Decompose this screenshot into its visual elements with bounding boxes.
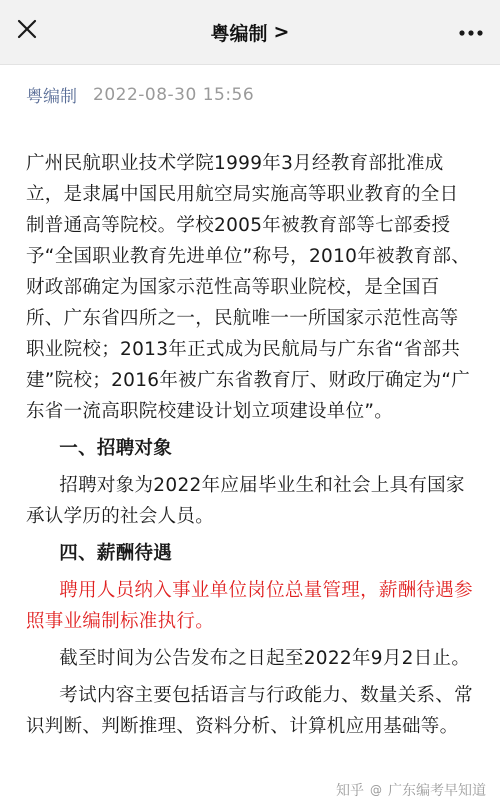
chevron-right-icon: >: [273, 21, 290, 43]
watermark-separator: @: [370, 783, 382, 797]
watermark-author: 广东编考早知道: [388, 783, 486, 799]
nav-title: 粤编制: [210, 22, 268, 45]
paragraph-deadline: 截至时间为公告发布之日起至2022年9月2日止。: [59, 648, 471, 669]
account-title-link[interactable]: [211, 19, 290, 46]
watermark: [336, 780, 486, 800]
paragraph-exam-content: 考试内容主要包括语言与行政能力、数量关系、常识判断、判断推理、资料分析、计算机应用基础等。: [26, 685, 473, 737]
watermark-site: 知乎: [336, 783, 364, 799]
paragraph-salary: 聘用人员纳入事业单位岗位总量管理，薪酬待遇参照事业编制标准执行。: [26, 580, 473, 632]
heading-salary: 四、薪酬待遇: [59, 543, 173, 564]
close-icon: [16, 18, 38, 44]
account-name-link[interactable]: 粤编制: [26, 87, 77, 107]
top-nav-bar: [0, 0, 500, 65]
more-dots-icon: [458, 22, 484, 41]
close-button[interactable]: [12, 16, 42, 46]
more-button[interactable]: [456, 16, 486, 46]
paragraph-intro: 广州民航职业技术学院1999年3月经教育部批准成立，是隶属中国民用航空局实施高等职业教育的全日制普通高等院校。学校2005年被教育部等七部委授予“全国职业教育先进单位”称号，2010年被教育部、财政部确定为国家示范性高等职业院校，是全国百所、广东省四所之一，民航唯一一所国家示范性高等职业院校；2013年正式成为民航局与广东省“省部共建”院校；2016年被广东省教育厅、财政厅确定为“广东省一流高职院校建设计划立项建设单位”。: [26, 153, 471, 422]
publish-datetime: 2022-08-30 15:56: [93, 84, 255, 105]
article-body: [26, 148, 476, 748]
nav-title-wrap: [0, 0, 500, 64]
article-meta: [26, 82, 254, 107]
paragraph-recruit-target: 招聘对象为2022年应届毕业生和社会上具有国家承认学历的社会人员。: [26, 475, 465, 527]
heading-recruit-target: 一、招聘对象: [59, 438, 173, 459]
